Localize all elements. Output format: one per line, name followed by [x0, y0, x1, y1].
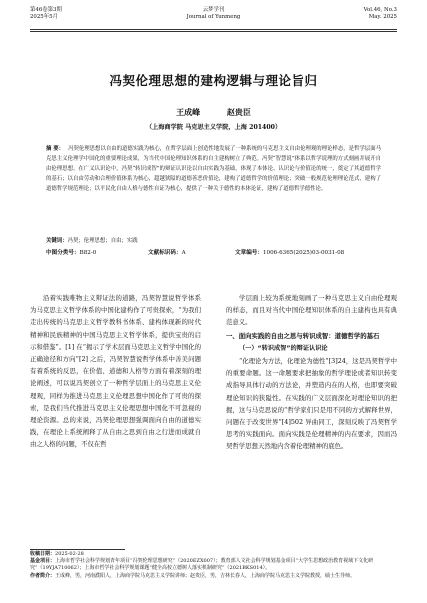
abstract-label: 摘 要：: [46, 146, 65, 152]
clc-value: B82-0: [79, 250, 97, 256]
doc-label: 文献标识码：: [148, 250, 182, 256]
body-column-right: [226, 292, 397, 453]
clc-label: 中图分类号：: [46, 250, 80, 256]
author-line: [30, 107, 397, 118]
running-header: [30, 7, 397, 37]
subsection-heading: （一）“转识成智”的辩证认识论: [239, 344, 328, 352]
fund-value: 上海市哲学社会科学规划青年项目“冯契伦理思想研究”（2020EZX007）；教育部人文社会科学规划基金项目“大学生思想政治教育视域下文化研究”（19YJA710062）；上海市哲学社会科学规划课题“健全高校立德树人落实机制研究”（2021BKS014）。: [30, 558, 374, 572]
received-value: 2025-02-28: [55, 551, 84, 557]
abstract: [46, 144, 381, 194]
art-label: 文章编号：: [235, 250, 263, 256]
footnote-block: [30, 551, 397, 580]
article-number: [235, 249, 344, 258]
received-label: 收稿日期：: [30, 551, 56, 557]
volume-cn: 第46卷第3期: [30, 7, 62, 13]
journal-cn: 云梦学刊: [202, 7, 225, 13]
body-paragraph: “化理论为方法，化理论为德性”[3]24，这是冯契哲学中的重要命题。这一命题要求把抽象的哲学理论或者知识转变成指导具体行动的方法论，并塑造内在的人格，也即要突破理论知识的狭隘性。在实践的广义层面深化对理论知识的把握，这与马克思说的“哲学家们只是用不同的方式解释世界，问题在于改变世界”[4]502 异曲同工，深刻反映了冯契哲学思考的实践面向。面向实践是伦理精神的内在要求，因而冯契哲学思想天然地内含着伦理精神的底色。: [226, 357, 397, 451]
header-rule-thin: [30, 31, 397, 32]
date-cn: 2025年5月: [30, 14, 58, 20]
header-right: [364, 7, 397, 21]
section-heading: 一、面向实践的自由之思与转识成智：道德哲学的基石: [226, 331, 380, 340]
fund-info: [30, 558, 397, 572]
clc-number: [46, 249, 96, 258]
article-title: 冯契伦理思想的建构逻辑与理论旨归: [109, 73, 318, 88]
art-value: 1006-6365(2025)03-0031-08: [262, 250, 345, 256]
footnote-rule: [30, 549, 125, 550]
document-code: [148, 249, 186, 258]
date-en: May. 2025: [368, 14, 397, 20]
header-center: [30, 7, 397, 21]
author-bio: [30, 573, 397, 580]
author-1: 王成峰: [176, 107, 201, 117]
affiliation: （上海商学院 马克思主义学院，上海 201400）: [145, 124, 282, 131]
doc-value: A: [181, 250, 186, 256]
author-bio-value: 王成峰，男，河南濮阳人，上海商学院马克思主义学院讲师；赵贵臣，男，吉林长春人，上海商学院马克思主义学院教授，硕士生导师。: [55, 572, 356, 579]
header-rule: [30, 29, 397, 30]
author-2: 赵贵臣: [226, 107, 251, 117]
keywords-label: 关键词：: [46, 238, 68, 244]
keywords: [46, 237, 381, 246]
body-column-left: [30, 292, 201, 451]
fund-label: 基金项目：: [30, 558, 56, 565]
abstract-text: 冯契伦理思想以自由的道德实践为核心，在哲学层面上创造性地发展了一种系统的马克思主义自由伦理观的理论样态，是哲学层面马克思主义伦理学中国化的重要理论成果，为当代中国伦理知识体系的自主建构树立了典范。冯契“智慧说”体系以哲学说理的方式刻画并展开自由伦理思想。在广义认识论中，冯契“转识成智”的辩证认识论以自由实践为基础，体现了本体论、认识论与价值论的统一，奠定了其道德哲学的基石；以自由劳动和合理价值体系为核心，超越狭隘的道德善恶价值论，建构了道德哲学的价值理论；突破一般规范伦理理论范式，建构了道德哲学规范理论；以平民化自由人格与德性自证为核心，提供了一种关于德性的本体论证，建构了道德哲学德性论。: [46, 146, 381, 192]
keywords-text: 冯契；伦理思想；自由；实践: [67, 238, 138, 244]
body-paragraph: 沿着实践唯物主义辩证法的道路，冯契智慧说哲学体系为马克思主义哲学体系的中国化建构作了可贵探索，“为我们走出传统的马克思主义哲学教科书体系、建构体现新的时代精神和民族精神的中国马克思主义哲学体系，提供宝贵的启示和借鉴”。[1] 在“揭示了学术层面马克思主义哲学中国化的正确途径和方向”[2] 之后，冯契智慧说哲学体系中善美问题有着系统的反思，在价值、道德和人格等方面有着深刻的理论阐述，可以说冯契创立了一种哲学层面上的马克思主义伦理观，同样为推进马克思主义伦理思想中国化作了可贵的探索，是我们当代推进马克思主义伦理思想中国化不可忽视的理论资源。总的来说，冯契伦理思想强调面向自由的道德实践，在理论上系统阐释了从自由之思到自由之行进而成就自由之人格的问题，不仅在哲: [30, 294, 201, 449]
author-bio-label: 作者简介：: [30, 572, 56, 579]
journal-en: Journal of Yunmeng: [186, 14, 241, 20]
volume-en: Vol.46, No.3: [363, 7, 397, 13]
body-paragraph: 学层面上较为系统地刻画了一种马克思主义自由伦理观的样态，而且对当代中国伦理知识体系的自主建构也具有典范意义。: [226, 294, 397, 327]
